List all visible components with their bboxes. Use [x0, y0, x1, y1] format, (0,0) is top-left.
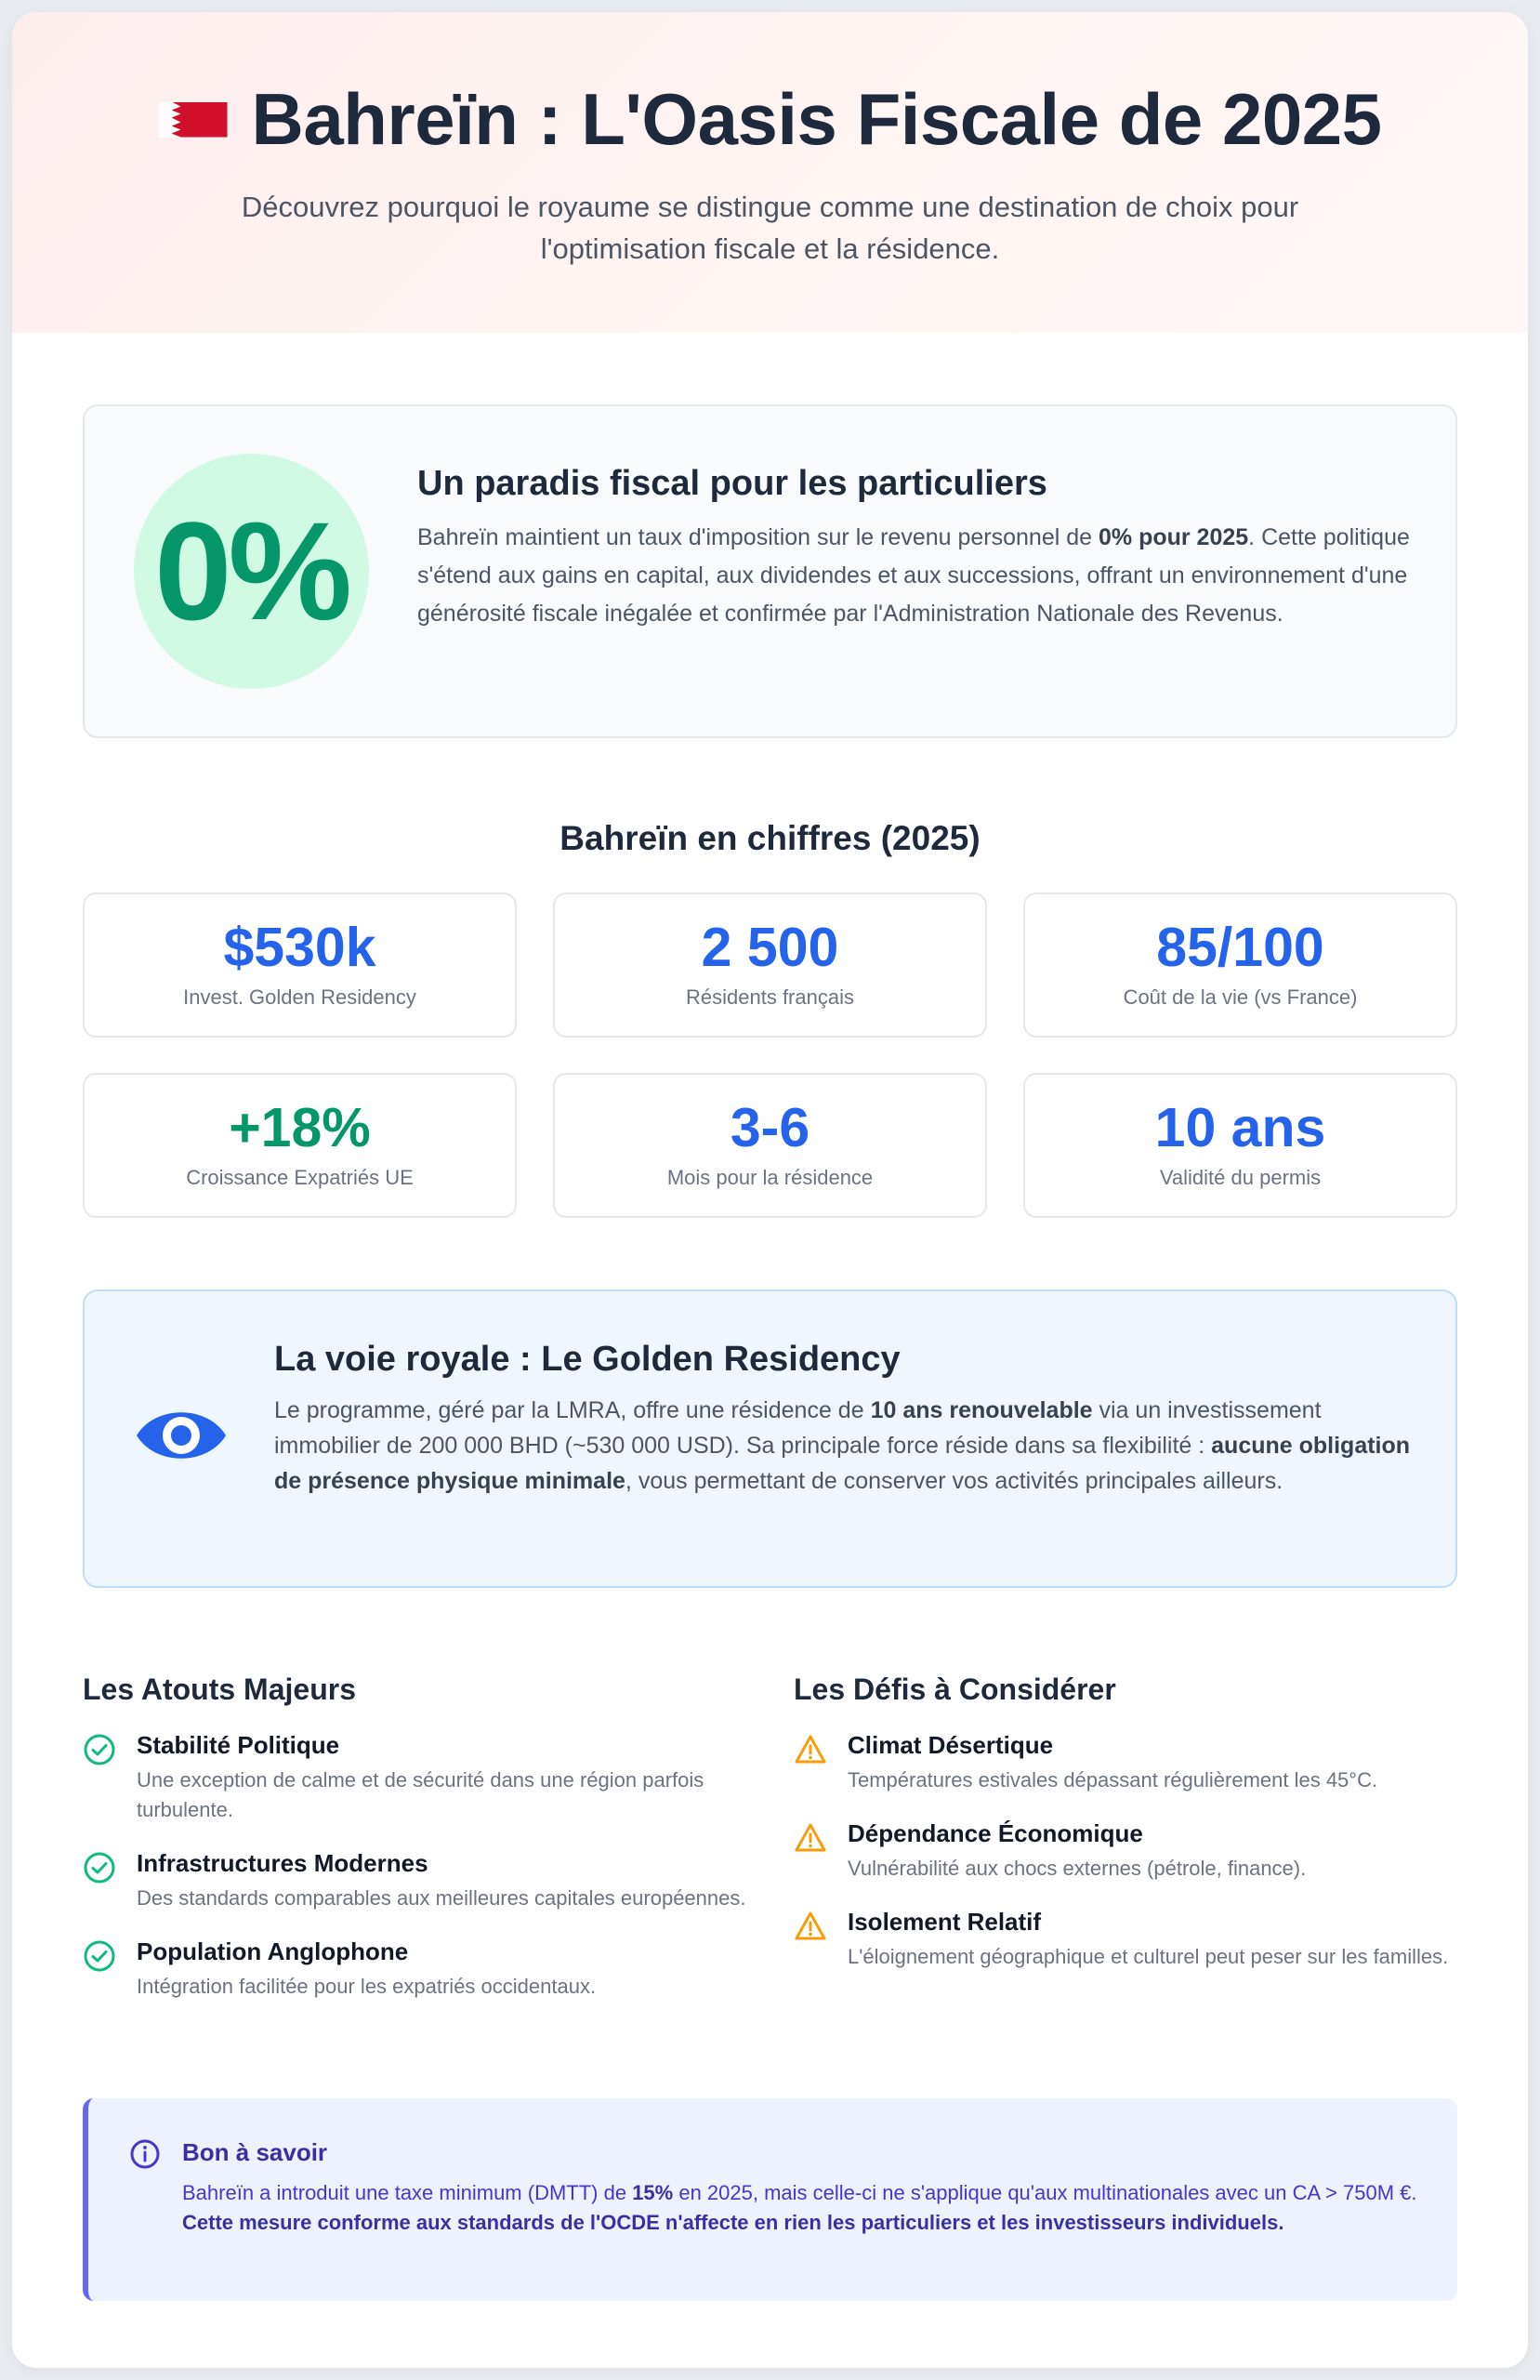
eye-icon [135, 1403, 228, 1468]
zero-percent-badge [134, 454, 369, 689]
stat-card [83, 892, 517, 1038]
golden-residency-description: Le programme, géré par la LMRA, offre une résidence de 10 ans renouvelable via un investissement immobilier de 200 000 BHD (~530 000 USD). Sa principale force réside dans sa flexibilité : aucune obligation de présence physique minimale, vous permettant de conserver vos activités principales ailleurs. [274, 1397, 1411, 1494]
atouts-column [83, 1673, 752, 2026]
stat-value: 10 ans [1154, 1097, 1326, 1158]
stat-card [553, 892, 987, 1038]
item-title: Infrastructures Modernes [137, 1849, 428, 1877]
item-title: Isolement Relatif [848, 1908, 1042, 1936]
item-description: Vulnérabilité aux chocs externes (pétrole, finance). [848, 1857, 1307, 1880]
list-item [794, 1731, 1463, 1795]
item-description: Une exception de calme et de sécurité dans une région parfois turbulente. [137, 1768, 704, 1821]
stat-label: Mois pour la résidence [666, 1166, 874, 1189]
stat-label: Résidents français [686, 985, 854, 1009]
stat-value: $530k [223, 917, 376, 978]
info-note-text [182, 2138, 1428, 2238]
warning-triangle-icon [794, 1733, 827, 1766]
defis-column [794, 1673, 1463, 1996]
stat-label: Invest. Golden Residency [183, 985, 416, 1009]
item-description: Intégration facilitée pour les expatriés occidentaux. [137, 1975, 597, 1998]
golden-residency-title: La voie royale : Le Golden Residency [274, 1340, 901, 1379]
item-title: Climat Désertique [848, 1731, 1054, 1759]
stat-label: Croissance Expatriés UE [186, 1166, 414, 1189]
title-row [12, 77, 1528, 162]
tax-highlight-title: Un paradis fiscal pour les particuliers [417, 464, 1047, 503]
list-item [794, 1908, 1463, 1972]
page-title: Bahreïn : L'Oasis Fiscale de 2025 [251, 78, 1382, 160]
check-circle-icon [83, 1939, 116, 1973]
page-card [12, 12, 1528, 2368]
stat-card [553, 1073, 987, 1218]
info-note-title: Bon à savoir [182, 2138, 328, 2166]
stat-value: 85/100 [1156, 917, 1324, 978]
stat-value: 2 500 [701, 917, 839, 978]
stat-card [83, 1073, 517, 1218]
defis-title: Les Défis à Considérer [794, 1673, 1116, 1706]
info-circle-icon [129, 2138, 161, 2170]
list-item [83, 1849, 752, 1913]
atouts-title: Les Atouts Majeurs [83, 1673, 356, 1706]
stat-value: 3-6 [730, 1097, 810, 1158]
tax-highlight-box [83, 404, 1457, 738]
stat-value: +18% [229, 1097, 371, 1158]
item-description: Des standards comparables aux meilleures capitales européennes. [137, 1886, 746, 1910]
warning-triangle-icon [794, 1910, 827, 1943]
item-title: Stabilité Politique [137, 1731, 340, 1759]
golden-residency-text [274, 1340, 1417, 1499]
list-item [83, 1937, 752, 2002]
list-item [794, 1819, 1463, 1884]
stats-title: Bahreïn en chiffres (2025) [559, 819, 981, 857]
stat-card [1023, 892, 1457, 1038]
warning-triangle-icon [794, 1821, 827, 1855]
check-circle-icon [83, 1851, 116, 1884]
info-note [83, 2098, 1457, 2301]
item-title: Dépendance Économique [848, 1819, 1143, 1847]
info-note-description: Bahreïn a introduit une taxe minimum (DMTT) de 15% en 2025, mais celle-ci ne s'applique qu'aux multinationales avec un CA > 750M €. Cette mesure conforme aux standards de l'OCDE n'affecte en rien les particuliers et les investisseurs individuels. [182, 2181, 1417, 2234]
golden-residency-box [83, 1289, 1457, 1588]
stat-card [1023, 1073, 1457, 1218]
item-title: Population Anglophone [137, 1937, 409, 1965]
check-circle-icon [83, 1733, 116, 1766]
stat-label: Coût de la vie (vs France) [1123, 985, 1358, 1009]
item-description: L'éloignement géographique et culturel peut peser sur les familles. [848, 1945, 1449, 1968]
stat-label: Validité du permis [1159, 1166, 1322, 1189]
tax-highlight-text [417, 464, 1412, 633]
item-description: Températures estivales dépassant régulièrement les 45°C. [848, 1768, 1378, 1792]
header [12, 12, 1528, 333]
zero-percent-value: 0% [154, 493, 349, 649]
bahrain-flag-icon [159, 102, 228, 138]
list-item [83, 1731, 752, 1825]
tax-highlight-description: Bahreïn maintient un taux d'imposition sur le revenu personnel de 0% pour 2025. Cette politique s'étend aux gains en capital, aux dividendes et aux successions, offrant un environnement d'une générosité fiscale inégalée et confirmée par l'Administration Nationale des Revenus. [417, 524, 1410, 627]
page-subtitle: Découvrez pourquoi le royaume se distingue comme une destination de choix pour l'optimisation fiscale et la résidence. [241, 191, 1299, 265]
